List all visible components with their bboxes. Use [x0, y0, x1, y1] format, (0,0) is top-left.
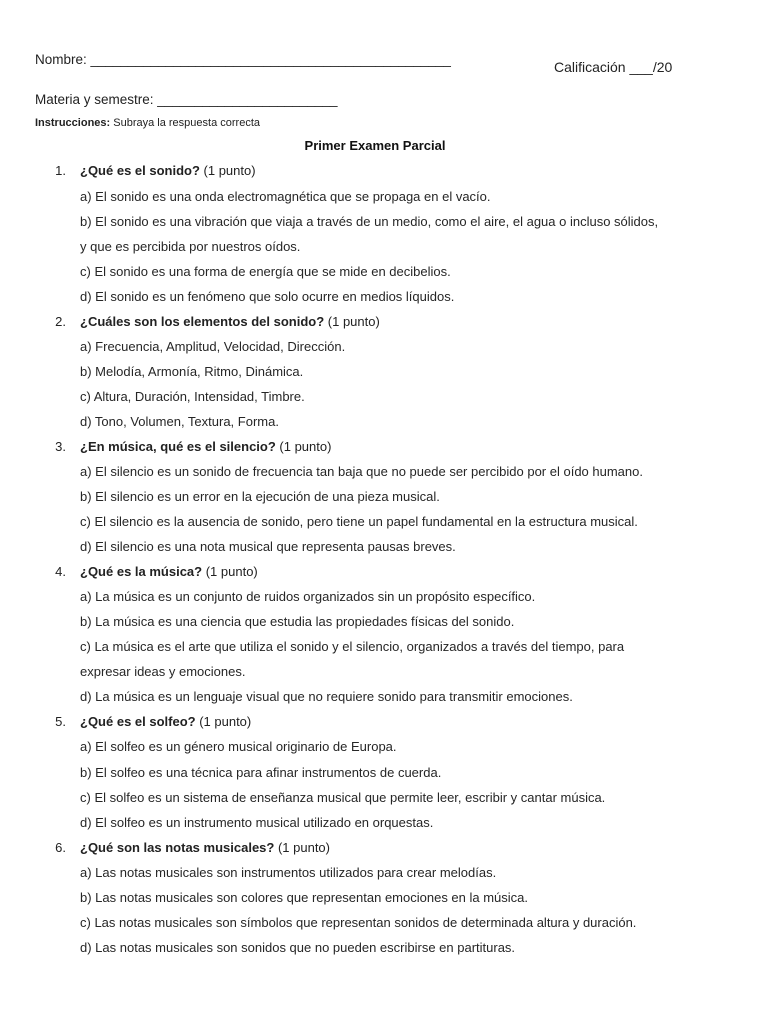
option-5c: c) El solfeo es un sistema de enseñanza musical que permite leer, escribir y cantar música.	[80, 790, 606, 805]
option-5d: d) El solfeo es un instrumento musical utilizado en orquestas.	[80, 815, 434, 830]
option-1b: b) El sonido es una vibración que viaja a través de un medio, como el aire, el agua o incluso sólidos,	[80, 214, 659, 229]
option-6c: c) Las notas musicales son símbolos que representan sonidos de determinada altura y duración.	[80, 915, 637, 930]
option-2a: a) Frecuencia, Amplitud, Velocidad, Dirección.	[80, 339, 346, 354]
option-3c: c) El silencio es la ausencia de sonido, pero tiene un papel fundamental en la estructura musical.	[80, 514, 638, 529]
question-points: (1 punto)	[199, 163, 256, 178]
option-4b: b) La música es una ciencia que estudia las propiedades físicas del sonido.	[80, 614, 515, 629]
question-text: ¿Cuáles son los elementos del sonido?	[80, 314, 325, 329]
question-4	[80, 564, 258, 579]
option-6b: b) Las notas musicales son colores que representan emociones en la música.	[80, 890, 529, 905]
question-2	[80, 314, 380, 329]
question-number: 3.	[55, 439, 66, 454]
question-6	[80, 840, 330, 855]
question-number: 1.	[55, 163, 66, 178]
option-4c: c) La música es el arte que utiliza el sonido y el silencio, organizados a través del tiempo, para	[80, 639, 625, 654]
question-points: (1 punto)	[275, 439, 332, 454]
question-3	[80, 439, 331, 454]
option-4c-cont: expresar ideas y emociones.	[80, 664, 246, 679]
question-number: 4.	[55, 564, 66, 579]
question-points: (1 punto)	[202, 564, 258, 579]
option-5b: b) El solfeo es una técnica para afinar instrumentos de cuerda.	[80, 765, 442, 780]
question-number: 2.	[55, 314, 66, 329]
option-4a: a) La música es un conjunto de ruidos organizados sin un propósito específico.	[80, 589, 536, 604]
option-1b-cont: y que es percibida por nuestros oídos.	[80, 239, 301, 254]
option-2b: b) Melodía, Armonía, Ritmo, Dinámica.	[80, 364, 304, 379]
question-points: (1 punto)	[195, 714, 252, 729]
option-1a: a) El sonido es una onda electromagnética que se propaga en el vacío.	[80, 189, 491, 204]
question-text: ¿Qué es el sonido?	[80, 163, 200, 178]
option-6d: d) Las notas musicales son sonidos que no pueden escribirse en partituras.	[80, 940, 516, 955]
question-points: (1 punto)	[274, 840, 330, 855]
option-5a: a) El solfeo es un género musical originario de Europa.	[80, 739, 397, 754]
instructions	[35, 117, 260, 129]
question-5	[80, 714, 251, 729]
option-4d: d) La música es un lenguaje visual que no requiere sonido para transmitir emociones.	[80, 689, 573, 704]
question-points: (1 punto)	[324, 314, 380, 329]
option-1d: d) El sonido es un fenómeno que solo ocurre en medios líquidos.	[80, 289, 455, 304]
question-number: 6.	[55, 840, 66, 855]
question-text: ¿En música, qué es el silencio?	[80, 439, 276, 454]
option-6a: a) Las notas musicales son instrumentos utilizados para crear melodías.	[80, 865, 497, 880]
exam-title: Primer Examen Parcial	[304, 138, 446, 153]
subject-semester-field: Materia y semestre: ________________________	[35, 92, 338, 107]
option-3a: a) El silencio es un sonido de frecuencia tan baja que no puede ser percibido por el oído humano.	[80, 464, 643, 479]
name-field: Nombre: ________________________________________________	[35, 52, 451, 67]
option-3b: b) El silencio es un error en la ejecución de una pieza musical.	[80, 489, 440, 504]
option-2d: d) Tono, Volumen, Textura, Forma.	[80, 414, 279, 429]
instructions-text: Subraya la respuesta correcta	[110, 117, 260, 129]
instructions-label: Instrucciones:	[35, 117, 111, 129]
grade-field: Calificación ___/20	[554, 59, 673, 75]
question-text: ¿Qué es la música?	[80, 564, 203, 579]
question-number: 5.	[55, 714, 66, 729]
question-text: ¿Qué son las notas musicales?	[80, 840, 275, 855]
option-3d: d) El silencio es una nota musical que representa pausas breves.	[80, 539, 456, 554]
option-1c: c) El sonido es una forma de energía que se mide en decibelios.	[80, 264, 451, 279]
question-text: ¿Qué es el solfeo?	[80, 714, 196, 729]
option-2c: c) Altura, Duración, Intensidad, Timbre.	[80, 389, 305, 404]
question-1	[80, 163, 256, 178]
